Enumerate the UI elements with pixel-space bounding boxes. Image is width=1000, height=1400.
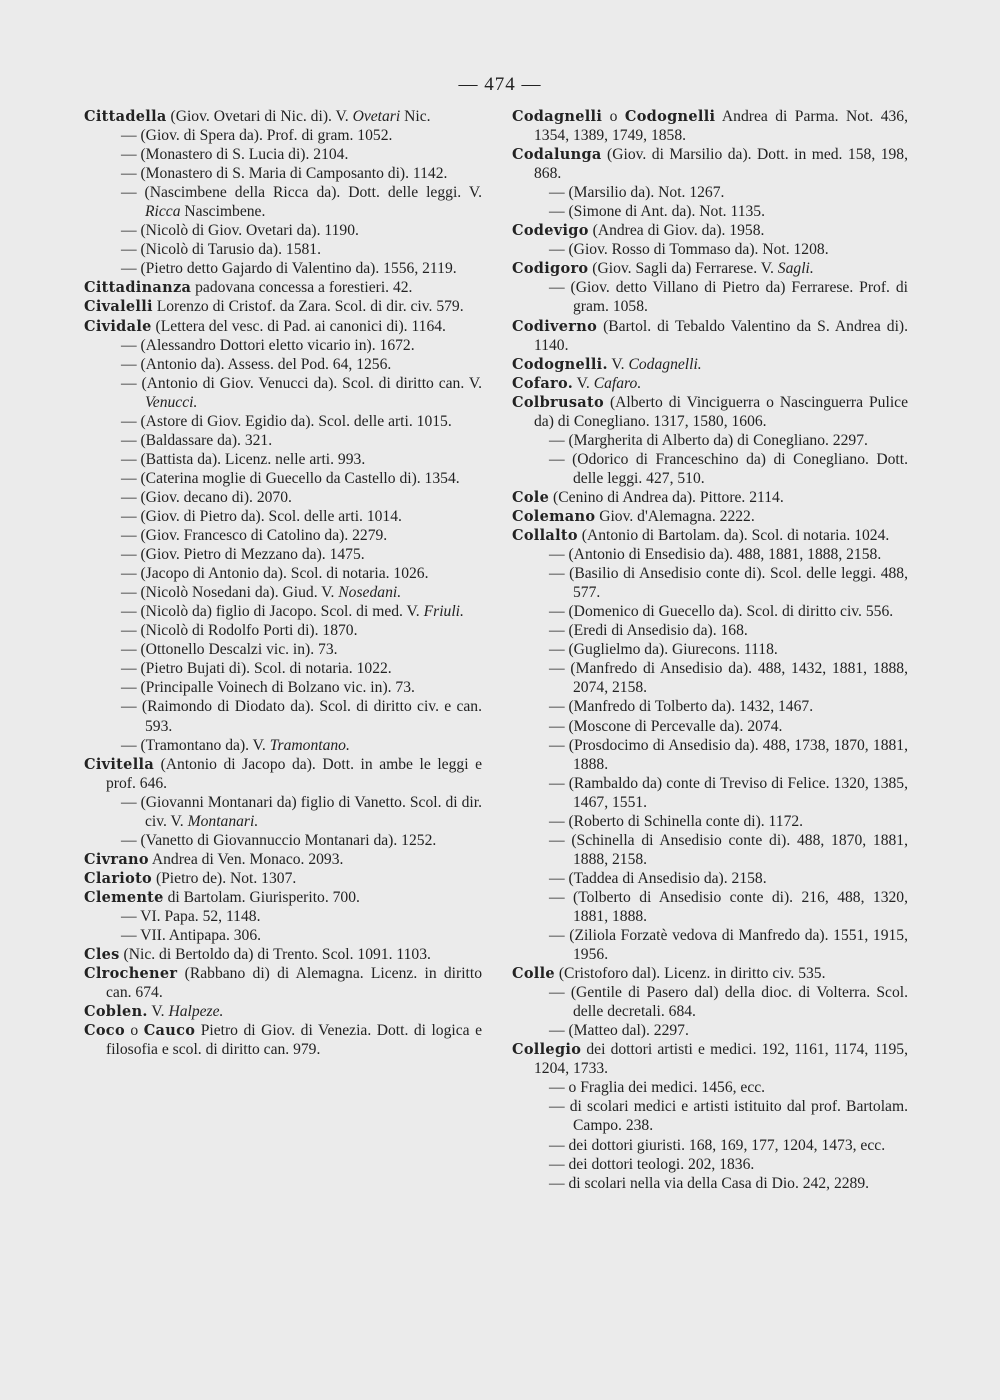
entry-text: — (Alessandro Dottori eletto vicario in). 1672. <box>121 336 415 354</box>
entry-text: — (Manfredo di Ansedisio da). 488, 1432, 1881, 1888, 2074, 2158. <box>549 660 908 697</box>
entry-text: — (Caterina moglie di Guecello da Castello di). 1354. <box>121 469 460 487</box>
headword: Colle <box>512 965 555 983</box>
entry-text: — (Nicolò di Rodolfo Porti di). 1870. <box>121 622 358 640</box>
index-subentry <box>512 1078 908 1097</box>
entry-text: — (Tolberto di Ansedisio conte di). 216, 488, 1320, 1881, 1888. <box>549 888 908 925</box>
entry-text: (Antonio di Bartolam. da). Scol. di notaria. 1024. <box>577 527 890 545</box>
entry-text: — (Giov. di Pietro da). Scol. delle arti. 1014. <box>121 507 402 525</box>
entry-text: (Bartol. di Tebaldo Valentino da S. Andrea di). 1140. <box>534 317 908 354</box>
index-entry <box>84 278 482 297</box>
index-entry <box>512 488 908 507</box>
headword: Civrano <box>84 850 149 868</box>
left-column <box>84 107 482 1059</box>
headword: Cividale <box>84 317 152 335</box>
entry-text: (Pietro de). Not. 1307. <box>152 869 297 887</box>
entry-text: (Cristoforo dal). Licenz. in diritto civ. 535. <box>554 965 826 983</box>
entry-text: — (Pietro Bujati di). Scol. di notaria. 1022. <box>121 660 392 678</box>
entry-text: — VI. Papa. 52, 1148. <box>121 907 261 925</box>
index-subentry <box>512 774 908 812</box>
entry-text: — (Nicolò da) figlio di Jacopo. Scol. di med. V. <box>121 603 424 621</box>
entry-text: (Giov. Sagli da) Ferrarese. V. <box>588 260 778 278</box>
index-subentry <box>84 697 482 735</box>
headword: Cauco <box>143 1022 196 1040</box>
index-entry <box>84 107 482 126</box>
index-subentry <box>512 431 908 450</box>
index-entry <box>512 107 908 145</box>
index-subentry <box>84 659 482 678</box>
entry-text: — (Odorico di Franceschino da) di Conegliano. Dott. delle leggi. 427, 510. <box>549 450 908 487</box>
entry-text: — (Eredi di Ansedisio da). 168. <box>549 622 748 640</box>
headword: Codagnelli <box>512 108 603 125</box>
entry-text: (Cenino di Andrea da). Pittore. 2114. <box>549 488 784 506</box>
index-subentry <box>512 1097 908 1135</box>
headword: Cole <box>512 488 550 506</box>
headword: Cles <box>84 946 120 964</box>
entry-text: Andrea di Ven. Monaco. 2093. <box>148 850 344 868</box>
index-subentry <box>512 869 908 888</box>
italic-reference: Ricca <box>145 203 181 221</box>
entry-text: — (Giov. Pietro di Mezzano da). 1475. <box>121 546 365 564</box>
index-subentry <box>84 640 482 659</box>
index-subentry <box>84 259 482 278</box>
index-subentry <box>84 450 482 469</box>
entry-text: dei dottori artisti e medici. 192, 1161, 1174, 1195, 1204, 1733. <box>534 1041 908 1078</box>
headword: Civitella <box>84 755 155 773</box>
index-subentry <box>84 736 482 755</box>
index-subentry <box>512 983 908 1021</box>
entry-text: — (Margherita di Alberto da) di Conegliano. 2297. <box>549 431 868 449</box>
entry-text: — (Antonio di Ensedisio da). 488, 1881, 1888, 2158. <box>549 546 882 564</box>
entry-text: — (Nicolò di Tarusio da). 1581. <box>121 241 322 259</box>
headword: Clemente <box>84 888 164 906</box>
headword: Codiverno <box>512 317 598 335</box>
index-subentry <box>512 240 908 259</box>
index-subentry <box>84 831 482 850</box>
index-subentry <box>512 926 908 964</box>
entry-text: — (Giov. decano di). 2070. <box>121 488 292 506</box>
index-entry <box>512 1040 908 1078</box>
index-subentry <box>512 659 908 697</box>
index-entry <box>512 317 908 355</box>
entry-text: — (Antonio di Giov. Venucci da). Scol. di diritto can. V. <box>121 374 482 392</box>
entry-text: — o Fraglia dei medici. 1456, ecc. <box>549 1079 766 1097</box>
entry-text: — (Baldassare da). 321. <box>121 431 273 449</box>
index-subentry <box>84 126 482 145</box>
entry-text: — (Roberto di Schinella conte di). 1172. <box>549 812 804 830</box>
entry-text: — (Giov. Francesco di Catolino da). 2279. <box>121 527 388 545</box>
index-subentry <box>84 621 482 640</box>
entry-text: — (Gentile di Pasero dal) della dioc. di Volterra. Scol. delle decretali. 684. <box>549 984 908 1021</box>
headword: Coblen. <box>84 1003 148 1021</box>
index-entry <box>84 317 482 336</box>
entry-text: (Rabbano di) di Alemagna. Licenz. in diritto can. 674. <box>106 965 482 1002</box>
index-subentry <box>512 697 908 716</box>
entry-text: — (Domenico di Guecello da). Scol. di diritto civ. 556. <box>549 603 894 621</box>
entry-text: V. <box>147 1003 169 1021</box>
entry-text: — dei dottori teologi. 202, 1836. <box>549 1155 755 1173</box>
index-subentry <box>512 602 908 621</box>
entry-text: — (Giov. detto Villano di Pietro da) Ferrarese. Prof. di gram. 1058. <box>549 279 908 316</box>
entry-text: — (Basilio di Ansedisio conte di). Scol. delle leggi. 488, 577. <box>549 565 908 602</box>
headword: Codognelli. <box>512 355 608 373</box>
index-subentry <box>84 469 482 488</box>
index-entry <box>512 507 908 526</box>
index-subentry <box>84 145 482 164</box>
headword: Coco <box>84 1022 125 1040</box>
index-subentry <box>512 888 908 926</box>
index-subentry <box>84 374 482 412</box>
index-subentry <box>84 164 482 183</box>
index-subentry <box>84 183 482 221</box>
index-entry <box>84 888 482 907</box>
italic-reference: Cafaro. <box>593 374 642 392</box>
entry-text: — di scolari nella via della Casa di Dio. 242, 2289. <box>549 1174 870 1192</box>
italic-reference: Tramontano. <box>269 736 350 754</box>
headword: Codognelli <box>624 108 716 125</box>
entry-text: — (Principalle Voinech di Bolzano vic. in). 73. <box>121 679 415 697</box>
index-subentry <box>512 1136 908 1155</box>
entry-text: padovana concessa a forestieri. 42. <box>191 279 413 297</box>
index-entry <box>512 259 908 278</box>
entry-text: — (Simone di Ant. da). Not. 1135. <box>549 203 765 221</box>
entry-text: — (Nascimbene della Ricca da). Dott. delle leggi. V. <box>121 184 482 202</box>
index-entry <box>512 221 908 240</box>
entry-text: Nascimbene. <box>180 203 266 221</box>
index-entry <box>84 755 482 793</box>
headword: Clrochener <box>84 965 178 983</box>
index-entry <box>512 145 908 183</box>
index-subentry <box>512 1021 908 1040</box>
entry-text: V. <box>573 374 594 392</box>
page-number: — 474 — <box>458 74 542 95</box>
index-subentry <box>512 450 908 488</box>
index-subentry <box>84 526 482 545</box>
index-subentry <box>512 545 908 564</box>
entry-text: — (Raimondo di Diodato da). Scol. di diritto civ. e can. 593. <box>121 698 482 735</box>
index-subentry <box>84 602 482 621</box>
entry-text: — (Tramontano da). V. <box>121 736 270 754</box>
entry-text: (Lettera del vesc. di Pad. ai canonici di). 1164. <box>151 317 446 335</box>
italic-reference: Montanari. <box>187 812 259 830</box>
entry-text: — (Monastero di S. Maria di Camposanto di). 1142. <box>121 165 448 183</box>
index-subentry <box>512 640 908 659</box>
index-entry <box>512 393 908 431</box>
entry-text: — (Jacopo di Antonio da). Scol. di notaria. 1026. <box>121 565 429 583</box>
index-subentry <box>84 240 482 259</box>
italic-reference: Codagnelli. <box>628 355 702 373</box>
index-entry <box>512 374 908 393</box>
index-entry <box>84 869 482 888</box>
index-entry <box>84 945 482 964</box>
index-subentry <box>512 736 908 774</box>
index-subentry <box>512 1155 908 1174</box>
index-subentry <box>512 717 908 736</box>
index-subentry <box>84 221 482 240</box>
index-subentry <box>84 355 482 374</box>
entry-text: (Antonio di Jacopo da). Dott. in ambe le leggi e prof. 646. <box>106 755 482 792</box>
entry-text: (Nic. di Bertoldo da) di Trento. Scol. 1091. 1103. <box>119 946 431 964</box>
entry-text: (Giov. di Marsilio da). Dott. in med. 158, 198, 868. <box>534 146 908 183</box>
entry-text: Giov. d'Alemagna. 2222. <box>595 507 755 525</box>
index-subentry <box>512 1174 908 1193</box>
entry-text: — VII. Antipapa. 306. <box>121 927 262 945</box>
entry-text: — (Monastero di S. Lucia di). 2104. <box>121 146 349 164</box>
entry-text: — (Pietro detto Gajardo di Valentino da). 1556, 2119. <box>121 260 457 278</box>
entry-text: — (Giov. Rosso di Tommaso da). Not. 1208. <box>549 241 829 259</box>
entry-text: — (Giov. di Spera da). Prof. di gram. 1052. <box>121 127 393 145</box>
headword: Colemano <box>512 507 596 525</box>
headword: Collalto <box>512 527 578 545</box>
entry-text: — (Moscone di Percevalle da). 2074. <box>549 717 783 735</box>
headword: Codalunga <box>512 146 602 164</box>
headword: Collegio <box>512 1041 582 1059</box>
index-entry <box>512 526 908 545</box>
entry-text: — (Rambaldo da) conte di Treviso di Felice. 1320, 1385, 1467, 1551. <box>549 774 908 811</box>
entry-text: Andrea di Parma. Not. 436, 1354, 1389, 1749, 1858. <box>534 108 909 145</box>
index-subentry <box>512 812 908 831</box>
entry-text: — (Manfredo di Tolberto da). 1432, 1467. <box>549 698 814 716</box>
index-entry <box>84 1021 482 1059</box>
entry-text: Nic. <box>400 108 431 125</box>
index-subentry <box>84 431 482 450</box>
entry-text: — (Guglielmo da). Giurecons. 1118. <box>549 641 778 659</box>
index-subentry <box>512 621 908 640</box>
headword: Cittadella <box>84 108 167 125</box>
italic-reference: Venucci. <box>145 393 198 411</box>
headword: Colbrusato <box>512 393 604 411</box>
index-subentry <box>512 831 908 869</box>
entry-text: Lorenzo di Cristof. da Zara. Scol. di dir. civ. 579. <box>152 298 464 316</box>
entry-text: — (Astore di Giov. Egidio da). Scol. delle arti. 1015. <box>121 412 452 430</box>
italic-reference: Nosedani. <box>338 584 402 602</box>
index-subentry <box>84 507 482 526</box>
entry-text: — (Battista da). Licenz. nelle arti. 993. <box>121 450 366 468</box>
index-entry <box>512 355 908 374</box>
index-subentry <box>84 926 482 945</box>
index-subentry <box>84 793 482 831</box>
index-entry <box>84 850 482 869</box>
entry-text: Pietro di Giov. di Venezia. Dott. di logica e filosofia e scol. di diritto can. 979. <box>106 1022 483 1059</box>
entry-text: — (Ziliola Forzatè vedova di Manfredo da). 1551, 1915, 1956. <box>549 927 908 964</box>
italic-reference: Friuli. <box>423 603 464 621</box>
entry-text: — (Nicolò di Giov. Ovetari da). 1190. <box>121 222 359 240</box>
entry-text: — (Schinella di Ansedisio conte di). 488, 1870, 1881, 1888, 2158. <box>549 831 908 868</box>
headword: Cofaro. <box>512 374 574 392</box>
entry-text: o <box>124 1022 144 1040</box>
index-entry <box>84 297 482 316</box>
index-subentry <box>84 488 482 507</box>
index-subentry <box>512 278 908 316</box>
index-subentry <box>84 564 482 583</box>
index-subentry <box>84 336 482 355</box>
entry-text: V. <box>607 355 629 373</box>
index-entry <box>512 964 908 983</box>
italic-reference: Halpeze. <box>168 1003 224 1021</box>
entry-text: o <box>602 108 625 125</box>
entry-text: (Alberto di Vinciguerra o Nascinguerra Pulice da) di Conegliano. 1317, 1580, 1606. <box>534 393 908 430</box>
headword: Cittadinanza <box>84 279 192 297</box>
index-entry <box>84 964 482 1002</box>
italic-reference: Ovetari <box>352 108 401 125</box>
entry-text: — (Giovanni Montanari da) figlio di Vanetto. Scol. di dir. civ. V. <box>121 793 482 830</box>
headword: Codigoro <box>512 260 589 278</box>
entry-text: — (Vanetto di Giovannuccio Montanari da). 1252. <box>121 831 437 849</box>
right-column <box>512 107 908 1193</box>
index-subentry <box>84 412 482 431</box>
index-subentry <box>512 564 908 602</box>
entry-text: — (Matteo dal). 2297. <box>549 1022 689 1040</box>
entry-text: — (Taddea di Ansedisio da). 2158. <box>549 869 767 887</box>
entry-text: — di scolari medici e artisti istituito dal prof. Bartolam. Campo. 238. <box>549 1098 908 1135</box>
entry-text: (Giov. Ovetari di Nic. di). V. <box>166 108 353 125</box>
index-subentry <box>512 202 908 221</box>
entry-text: — (Nicolò Nosedani da). Giud. V. <box>121 584 339 602</box>
entry-text: (Andrea di Giov. da). 1958. <box>588 222 765 240</box>
entry-text: — (Antonio da). Assess. del Pod. 64, 1256. <box>121 355 392 373</box>
index-subentry <box>84 583 482 602</box>
index-subentry <box>84 545 482 564</box>
index-subentry <box>512 183 908 202</box>
entry-text: — (Marsilio da). Not. 1267. <box>549 184 725 202</box>
index-subentry <box>84 907 482 926</box>
index-subentry <box>84 678 482 697</box>
entry-text: — (Ottonello Descalzi vic. in). 73. <box>121 641 338 659</box>
headword: Civalelli <box>84 298 153 316</box>
entry-text: — (Prosdocimo di Ansedisio da). 488, 1738, 1870, 1881, 1888. <box>549 736 908 773</box>
entry-text: di Bartolam. Giurisperito. 700. <box>163 888 360 906</box>
headword: Codevigo <box>512 222 589 240</box>
entry-text: — dei dottori giuristi. 168, 169, 177, 1204, 1473, ecc. <box>549 1136 886 1154</box>
headword: Clarioto <box>84 869 153 887</box>
index-entry <box>84 1002 482 1021</box>
italic-reference: Sagli. <box>777 260 814 278</box>
